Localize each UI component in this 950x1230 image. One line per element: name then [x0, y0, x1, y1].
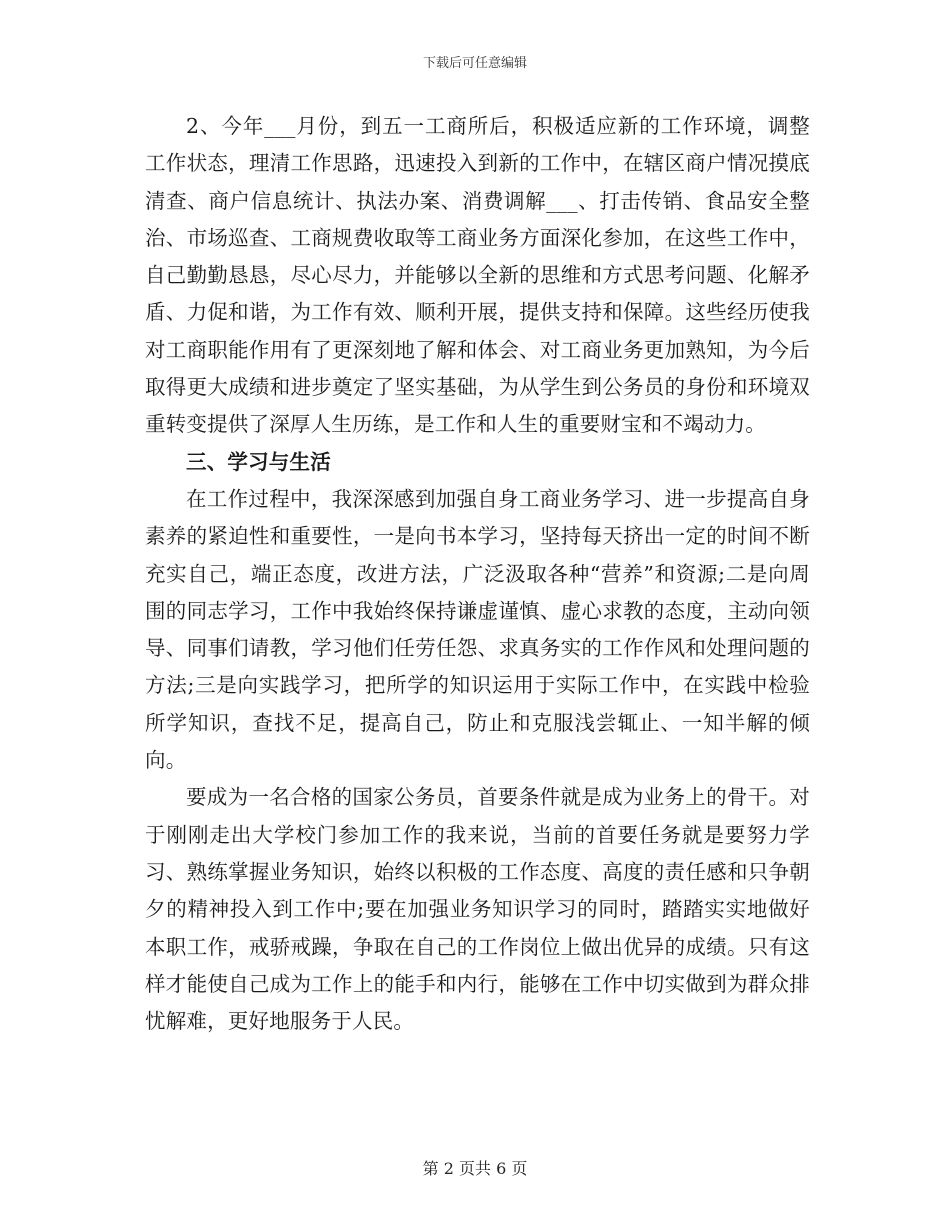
paragraph-study: 在工作过程中，我深深感到加强自身工商业务学习、进一步提高自身素养的紧迫性和重要性，一是向书本学习，坚持每天挤出一定的时间不断充实自己，端正态度，改进方法，广泛汲取各种“营养”和资源;二是向周围的同志学习，工作中我始终保持谦虚谨慎、虚心求教的态度，主动向领导、同事们请教，学习他们任劳任怨、求真务实的工作作风和处理问题的方法;三是向实践学习，把所学的知识运用于实际工作中，在实践中检验所学知识，查找不足，提高自己，防止和克服浅尝辄止、一知半解的倾向。	[145, 486, 810, 773]
section-heading-study-life: 三、学习与生活	[186, 449, 331, 474]
paragraph-work-experience: 2、今年___月份，到五一工商所后，积极适应新的工作环境，调整工作状态，理清工作思路，迅速投入到新的工作中，在辖区商户情况摸底清查、商户信息统计、执法办案、消费调解___、打击传销、食品安全整治、市场巡查、工商规费收取等工商业务方面深化参加，在这些工作中，自己勤勤恳恳，尽心尽力，并能够以全新的思维和方式思考问题、化解矛盾、力促和谐，为工作有效、顺利开展，提供支持和保障。这些经历使我对工商职能作用有了更深刻地了解和体会、对工商业务更加熟知，为今后取得更大成绩和进步奠定了坚实基础，为从学生到公务员的身份和环境双重转变提供了深厚人生历练，是工作和人生的重要财宝和不竭动力。	[145, 114, 810, 437]
page-number: 第 2 页共 6 页	[422, 1159, 528, 1178]
document-body	[145, 108, 810, 1040]
paragraph-civil-servant: 要成为一名合格的国家公务员，首要条件就是成为业务上的骨干。对于刚刚走出大学校门参加工作的我来说，当前的首要任务就是要努力学习、熟练掌握业务知识，始终以积极的工作态度、高度的责任感和只争朝夕的精神投入到工作中;要在加强业务知识学习的同时，踏踏实实地做好本职工作，戒骄戒躁，争取在自己的工作岗位上做出优异的成绩。只有这样才能使自己成为工作上的能手和内行，能够在工作中切实做到为群众排忧解难，更好地服务于人民。	[145, 785, 810, 1034]
page-header: 下载后可任意编辑	[422, 56, 527, 71]
